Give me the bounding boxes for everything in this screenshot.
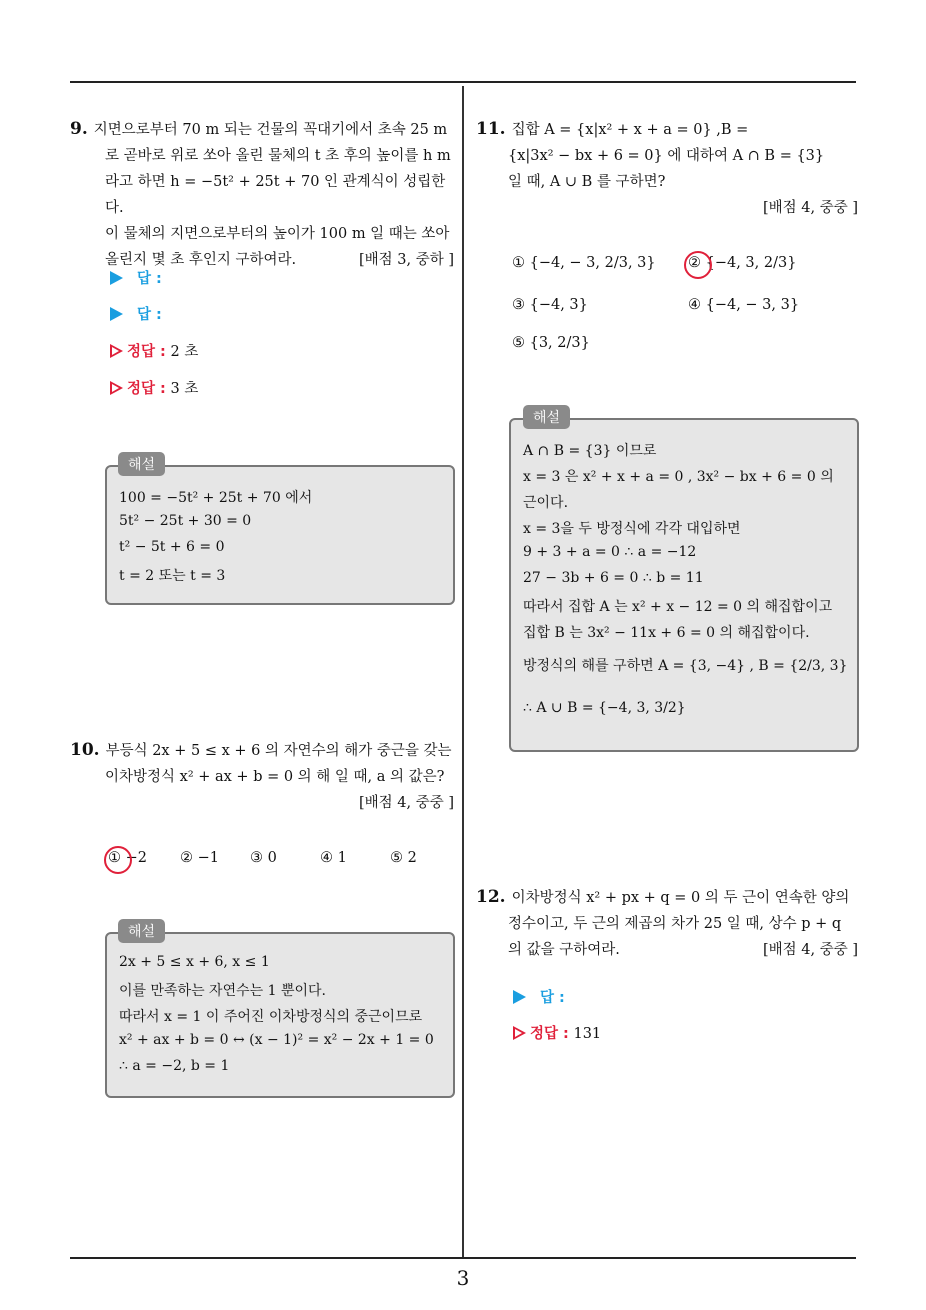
solution-line: 방정식의 해를 구하면 A = {3, −4} , B = {2/3, 3} [523,658,848,674]
question-text: {x|3x² − bx + 6 = 0} 에 대하여 A ∩ B = {3} [508,148,825,164]
question-number: 10. [70,740,100,760]
selected-mark-icon [104,846,132,874]
question-text: 집합 A = {x|x² + x + a = 0} ,B = [511,122,749,138]
play-icon [110,271,123,285]
question-text: 이 물체의 지면으로부터의 높이가 100 m 일 때는 쏘아 [105,226,450,242]
option-3[interactable]: ③ {−4, 3} [512,297,588,313]
correct-answer: 정답 : 3 초 [110,377,198,398]
solution-line: 2x + 5 ≤ x + 6, x ≤ 1 [119,954,270,970]
solution-box [105,932,455,1098]
question-12 [476,884,858,963]
question-text: 의 값을 구하여라. [508,942,620,958]
option-2[interactable]: ② {−4, 3, 2/3} [688,255,797,271]
answer-field[interactable]: 답 : [110,303,162,324]
bottom-rule [70,1257,856,1259]
solution-line: 이를 만족하는 자연수는 1 뿐이다. [119,983,326,999]
answer-field[interactable]: 답 : [110,267,162,288]
solution-line: 따라서 집합 A 는 x² + x − 12 = 0 의 해집합이고 [523,599,833,615]
solution-line: 9 + 3 + a = 0 ∴ a = −12 [523,544,697,560]
solution-line: ∴ a = −2, b = 1 [119,1058,230,1074]
option-3[interactable]: ③ 0 [250,850,277,866]
question-text: 이차방정식 x² + px + q = 0 의 두 근이 연속한 양의 [511,890,850,906]
option-5[interactable]: ⑤ {3, 2/3} [512,335,590,351]
score-meta: [배점 4, 중중 ] [762,200,858,216]
outline-triangle-icon [513,1026,526,1040]
top-rule [70,81,856,83]
solution-line: 집합 B 는 3x² − 11x + 6 = 0 의 해집합이다. [523,625,810,641]
question-number: 9. [70,119,88,139]
option-2[interactable]: ② −1 [180,850,219,866]
score-meta: [배점 4, 중중 ] [762,942,858,958]
question-text: 일 때, A ∪ B 를 구하면? [508,174,666,190]
solution-tag: 해설 [118,919,165,943]
solution-tag: 해설 [118,452,165,476]
option-4[interactable]: ④ 1 [320,850,347,866]
question-text: 부등식 2x + 5 ≤ x + 6 의 자연수의 해가 중근을 갖는 [105,743,452,759]
question-text: 지면으로부터 70 m 되는 건물의 꼭대기에서 초속 25 m [93,122,448,138]
question-11 [476,116,858,221]
column-divider [462,86,464,1258]
solution-line: 근이다. [523,495,569,511]
solution-box [105,465,455,605]
selected-mark-icon [684,251,712,279]
score-meta: [배점 4, 중중 ] [358,795,454,811]
solution-line: x = 3을 두 방정식에 각각 대입하면 [523,521,741,537]
question-10 [70,737,454,816]
option-4[interactable]: ④ {−4, − 3, 3} [688,297,800,313]
solution-line: x² + ax + b = 0 ↔ (x − 1)² = x² − 2x + 1 = 0 [119,1032,434,1048]
solution-line: t = 2 또는 t = 3 [119,568,226,584]
solution-line: A ∩ B = {3} 이므로 [523,443,657,459]
play-icon [513,990,526,1004]
play-icon [110,307,123,321]
solution-box [509,418,859,752]
option-1[interactable]: ① −2 [108,850,147,866]
solution-tag: 해설 [523,405,570,429]
solution-line: x = 3 은 x² + x + a = 0 , 3x² − bx + 6 = 0 의 [523,469,834,485]
correct-answer: 정답 : 131 [513,1022,601,1043]
solution-line: 따라서 x = 1 이 주어진 이차방정식의 중근이므로 [119,1009,423,1025]
solution-line: ∴ A ∪ B = {−4, 3, 3/2} [523,700,686,716]
question-text: 라고 하면 h = −5t² + 25t + 70 인 관계식이 성립한다. [105,174,446,216]
question-text: 올린지 몇 초 후인지 구하여라. [105,252,297,268]
solution-line: 27 − 3b + 6 = 0 ∴ b = 11 [523,570,704,586]
score-meta: [배점 3, 중하 ] [358,252,454,268]
solution-line: 5t² − 25t + 30 = 0 [119,513,252,529]
outline-triangle-icon [110,381,123,395]
outline-triangle-icon [110,344,123,358]
question-number: 12. [476,887,506,907]
correct-answer: 정답 : 2 초 [110,340,198,361]
answer-field[interactable]: 답 : [513,986,565,1007]
question-text: 로 곧바로 위로 쏘아 올린 물체의 t 초 후의 높이를 h m [105,148,451,164]
page-number: 3 [456,1266,470,1290]
solution-line: 100 = −5t² + 25t + 70 에서 [119,490,313,506]
question-text: 정수이고, 두 근의 제곱의 차가 25 일 때, 상수 p + q [508,916,842,932]
question-number: 11. [476,119,506,139]
option-1[interactable]: ① {−4, − 3, 2/3, 3} [512,255,656,271]
question-9 [70,116,454,273]
solution-line: t² − 5t + 6 = 0 [119,539,225,555]
option-5[interactable]: ⑤ 2 [390,850,417,866]
question-text: 이차방정식 x² + ax + b = 0 의 해 일 때, a 의 값은? [105,769,445,785]
